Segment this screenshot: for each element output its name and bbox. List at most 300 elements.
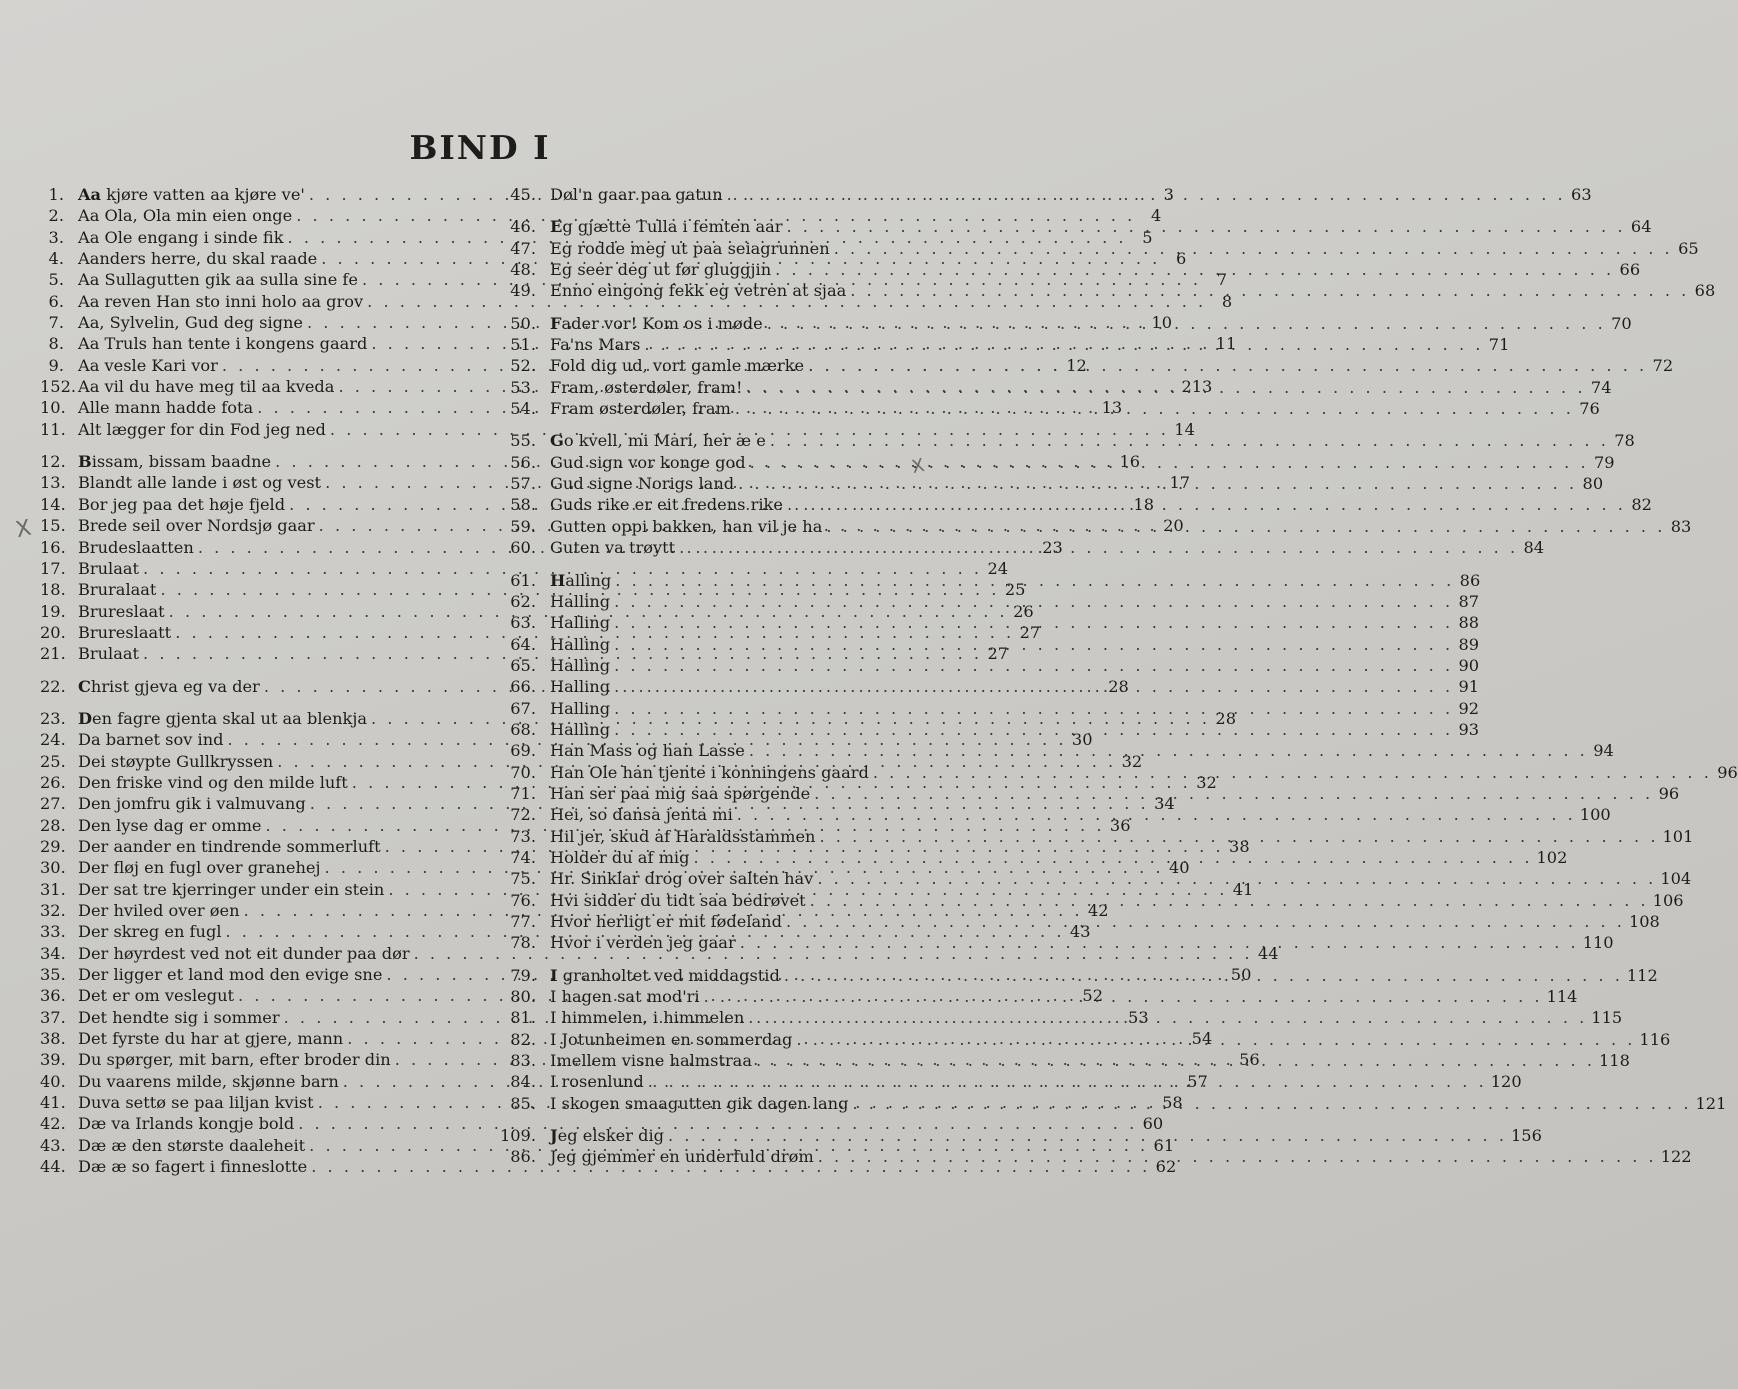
- entry-number: 20.: [40, 622, 66, 642]
- entry-page: 89: [1458, 634, 1480, 654]
- entry-title: [550, 634, 610, 655]
- entry-page: 65: [1678, 238, 1699, 258]
- entry-page: 25: [1004, 580, 1026, 600]
- entry-title: [78, 1007, 280, 1028]
- entry-title: [550, 612, 610, 633]
- entry-title: [550, 494, 783, 515]
- entry-number: 60.: [510, 538, 536, 558]
- entry-title-text: Halling: [550, 613, 611, 633]
- dot-leader: [614, 655, 1453, 676]
- entry-title-text: Hil jer, skud af Haraldsstammen: [550, 826, 816, 846]
- dot-leader: [796, 1029, 1635, 1050]
- entry-title: [550, 398, 731, 419]
- entry-title-text: Der skreg en fugl: [78, 922, 222, 942]
- dot-leader: [738, 473, 1577, 494]
- entry-page: 76: [1579, 399, 1600, 419]
- entry-title: [550, 826, 815, 847]
- entry-page: 121: [1695, 1093, 1727, 1113]
- entry-page: 64: [1630, 217, 1652, 237]
- entry-title-text: Alt lægger for din Fod jeg ned: [78, 419, 326, 439]
- entry-title-text: Aa reven Han sto inni holo aa grov: [78, 291, 364, 311]
- entry-title-text: Halling: [550, 677, 611, 697]
- entry-number: 79.: [510, 965, 536, 985]
- entry-title-text: Du vaarens milde, skjønne barn: [78, 1071, 339, 1091]
- entry-title: [550, 804, 733, 825]
- entry-title: [78, 601, 165, 622]
- entry-page: 58: [1162, 1093, 1183, 1113]
- entry-title: [550, 965, 780, 986]
- entry-page: 92: [1458, 698, 1480, 718]
- entry-page: 6: [1175, 249, 1187, 269]
- entry-number: 38.: [40, 1029, 66, 1049]
- entry-title-text: I skogen smaagutten gik dagen lang: [550, 1093, 849, 1113]
- dot-leader: [704, 986, 1543, 1007]
- entry-title-text: Fram, østerdøler, fram!: [550, 377, 743, 397]
- entry-title: [78, 643, 139, 664]
- entry-number: 80.: [510, 987, 536, 1007]
- entry-page: 82: [1631, 495, 1652, 515]
- entry-number: 67.: [510, 698, 536, 718]
- entry-number: 28.: [40, 815, 66, 835]
- toc-entry: [498, 216, 1652, 237]
- dot-leader: [873, 762, 1712, 783]
- entry-title: [78, 622, 171, 643]
- entry-title-text: Dæ va Irlands kongje bold: [78, 1114, 295, 1134]
- entry-number: 5.: [48, 270, 64, 290]
- entry-page: 115: [1591, 1008, 1623, 1028]
- entry-initial: G: [550, 431, 564, 451]
- dot-leader: [810, 890, 1649, 911]
- entry-number: 152.: [40, 377, 77, 397]
- entry-page: 4: [1150, 206, 1162, 226]
- entry-title-text: Fa'ns Mars: [550, 335, 641, 355]
- entry-title-text: Der fløj en fugl over granehej: [78, 858, 321, 878]
- entry-number: 32.: [40, 901, 66, 920]
- entry-title: [78, 921, 222, 942]
- entry-title: [550, 847, 689, 868]
- entry-title: [78, 515, 315, 536]
- entry-page: 41: [1232, 879, 1254, 899]
- entry-title-text: Aa vil du have meg til aa kveda: [78, 377, 335, 397]
- entry-number: 8.: [48, 334, 64, 354]
- entry-page: 36: [1109, 815, 1131, 835]
- entry-number: 26.: [40, 772, 66, 792]
- entry-number: 57.: [510, 474, 536, 494]
- entry-title: [550, 762, 869, 783]
- dot-leader: [826, 516, 1665, 537]
- entry-title-text: Han ser paa mig saa spørgende: [550, 783, 811, 803]
- entry-title: [550, 184, 723, 205]
- entry-number: 52.: [510, 356, 536, 376]
- entry-title-text: Alle mann hadde fota: [78, 398, 254, 418]
- entry-page: 96: [1717, 762, 1738, 782]
- entry-title-text: ader vor! Kom os i møde: [561, 313, 763, 333]
- entry-page: 79: [1593, 452, 1615, 472]
- entry-title: [78, 312, 303, 333]
- entry-title: [550, 868, 813, 889]
- entry-title-text: Han Ole han tjente i konningens gaard: [550, 762, 869, 782]
- entry-title-text: en fagre gjenta skal ut aa blenkja: [92, 708, 367, 728]
- entry-title: [78, 1113, 294, 1134]
- entry-number: 3.: [48, 227, 64, 247]
- entry-page: 5: [1142, 227, 1153, 247]
- dot-leader: [693, 847, 1532, 868]
- entry-number: 109.: [499, 1126, 536, 1146]
- entry-page: 20: [1163, 516, 1184, 536]
- entry-title: [550, 1050, 752, 1071]
- entry-title: [550, 676, 610, 697]
- entry-number: 70.: [510, 762, 536, 782]
- entry-number: 59.: [510, 516, 536, 536]
- entry-page: 100: [1579, 805, 1611, 825]
- entry-initial: D: [78, 708, 93, 728]
- entry-page: 42: [1087, 901, 1109, 920]
- dot-leader: [775, 259, 1614, 280]
- entry-page: 78: [1614, 431, 1635, 451]
- entry-page: 70: [1611, 313, 1632, 333]
- entry-number: 47.: [510, 238, 536, 258]
- entry-page: 68: [1694, 281, 1716, 301]
- entry-number: 85.: [510, 1093, 536, 1113]
- dot-leader: [679, 537, 1518, 558]
- entry-number: 35.: [40, 965, 66, 985]
- entry-page: 3: [1163, 185, 1174, 204]
- entry-number: 16.: [40, 537, 66, 557]
- entry-page: 43: [1069, 922, 1091, 942]
- entry-title: [550, 334, 640, 355]
- entry-page: 83: [1670, 516, 1692, 536]
- entry-number: 1.: [48, 185, 64, 204]
- pencil-x-mark: X: [909, 454, 927, 479]
- entry-page: 32: [1196, 772, 1217, 792]
- entry-title-text: Halling: [550, 719, 611, 739]
- entry-number: 33.: [40, 922, 66, 942]
- dot-leader: [614, 634, 1453, 655]
- entry-number: 69.: [510, 741, 536, 761]
- entry-page: 44: [1257, 943, 1279, 963]
- entry-number: 23.: [40, 708, 66, 728]
- entry-title-text: Gud signe Norigs land: [550, 474, 735, 494]
- entry-title-text: alling: [565, 570, 612, 590]
- entry-page: 94: [1593, 741, 1614, 761]
- entry-number: 25.: [40, 751, 66, 771]
- entry-title-text: Gutten oppi bakken, han vil je ha: [550, 516, 823, 536]
- entry-title-text: Guds rike er eit fredens rike: [550, 495, 783, 515]
- entry-title-text: Der sat tre kjerringer under ein stein: [78, 879, 385, 899]
- entry-page: 108: [1628, 912, 1660, 931]
- entry-title-text: I himmelen, i himmelen: [550, 1008, 745, 1028]
- entry-title-text: Brureslaat: [78, 601, 165, 621]
- entry-title-text: Duva settø se paa liljan kvist: [78, 1093, 314, 1113]
- entry-title-text: Imellem visne halmstraa: [550, 1051, 752, 1071]
- entry-title-text: Aa vesle Kari vor: [78, 355, 218, 375]
- entry-page: 90: [1458, 655, 1480, 675]
- entry-page: 23: [1042, 537, 1063, 557]
- toc-entry: [498, 238, 1699, 259]
- entry-title: [78, 772, 348, 793]
- entry-number: 21.: [40, 644, 66, 664]
- entry-title: [78, 397, 253, 418]
- dot-leader: [614, 676, 1453, 697]
- entry-number: 9.: [48, 355, 64, 375]
- entry-title-text: I Jotunheimen en sommerdag: [550, 1029, 793, 1049]
- entry-title-text: issam, bissam baadne: [91, 452, 272, 472]
- toc-entry: [40, 558, 1009, 579]
- entry-page: 12: [1066, 355, 1087, 375]
- entry-title: [550, 1125, 664, 1146]
- dot-leader: [767, 313, 1606, 334]
- entry-number: 7.: [48, 313, 64, 333]
- entry-page: 8: [1221, 291, 1233, 311]
- dot-leader: [808, 355, 1647, 376]
- dot-leader: [756, 1050, 1595, 1071]
- entry-title-text: Dei støypte Gullkryssen: [78, 751, 274, 771]
- entry-page: 66: [1619, 260, 1641, 280]
- entry-title: [78, 708, 367, 729]
- entry-number: 31.: [40, 879, 66, 899]
- entry-title: [550, 655, 610, 676]
- entry-title: [550, 452, 746, 473]
- entry-title-text: Det er om veslegut: [78, 986, 234, 1006]
- entry-title: [550, 1029, 792, 1050]
- entry-title: [550, 1071, 644, 1092]
- entry-number: 64.: [510, 634, 536, 654]
- toc-entry: [40, 1113, 1164, 1134]
- entry-title: [550, 1007, 744, 1028]
- entry-title-text: Aa Sullagutten gik aa sulla sine fe: [78, 270, 358, 290]
- entry-number: 2.: [48, 206, 64, 226]
- entry-number: 36.: [40, 986, 66, 1006]
- entry-title: [78, 964, 382, 985]
- dot-leader: [737, 804, 1576, 825]
- entry-number: 48.: [510, 260, 536, 280]
- entry-title: [550, 570, 611, 591]
- dot-leader: [818, 1146, 1657, 1167]
- entry-title: [78, 355, 218, 376]
- entry-title-text: Da barnet sov ind: [78, 730, 224, 750]
- entry-title-text: Brureslaatt: [78, 622, 172, 642]
- entry-number: 13.: [40, 473, 66, 493]
- entry-initial: I: [550, 965, 558, 985]
- entry-title-text: Den friske vind og den milde luft: [78, 772, 348, 792]
- dot-leader: [614, 591, 1453, 612]
- entry-number: 76.: [510, 890, 536, 910]
- entry-title: [78, 205, 292, 226]
- entry-title-text: Aa Ole engang i sinde fik: [78, 227, 284, 247]
- entry-title-text: granholtet ved middagstid: [557, 965, 780, 985]
- entry-title-text: Enno eingong fekk eg vetren at sjaa: [550, 281, 847, 301]
- entry-number: 58.: [510, 495, 536, 515]
- entry-title-text: Halling: [550, 655, 611, 675]
- entry-title-text: hrist gjeva eg va der: [90, 676, 260, 696]
- entry-title-text: o kvell, mi Mari, her æ e: [563, 431, 766, 451]
- dot-leader: [735, 398, 1574, 419]
- entry-title: [78, 184, 305, 205]
- entry-number: 71.: [510, 783, 536, 803]
- entry-page: 93: [1458, 719, 1480, 739]
- toc-entry: [498, 430, 1635, 451]
- dot-leader: [747, 377, 1586, 398]
- entry-page: 74: [1590, 377, 1612, 397]
- entry-page: 60: [1142, 1114, 1164, 1134]
- entry-title-text: Hvi sidder du tidt saa bedrøvet: [550, 890, 806, 910]
- entry-number: 56.: [510, 452, 536, 472]
- entry-title: [78, 879, 384, 900]
- entry-title-text: Hei, so dansa jenta mi: [550, 805, 733, 825]
- entry-page: 120: [1490, 1072, 1522, 1092]
- entry-title: [78, 333, 367, 354]
- entry-title-text: Der hviled over øen: [78, 901, 240, 920]
- entry-number: 46.: [510, 217, 536, 237]
- entry-title-text: I hagen sat mod'ri: [550, 987, 700, 1007]
- entry-page: 16: [1119, 452, 1141, 472]
- entry-page: 56: [1239, 1050, 1260, 1070]
- entry-title: [550, 537, 675, 558]
- entry-number: 17.: [40, 558, 66, 578]
- dot-leader: [748, 1007, 1587, 1028]
- entry-title: [550, 591, 610, 612]
- dot-leader: [615, 570, 1454, 591]
- entry-title: [78, 985, 234, 1006]
- entry-page: 34: [1154, 794, 1175, 814]
- entry-initial: Aa: [78, 185, 102, 204]
- entry-page: 114: [1546, 987, 1578, 1007]
- entry-number: 77.: [510, 912, 536, 931]
- entry-page: 86: [1459, 570, 1481, 590]
- entry-page: 24: [987, 558, 1009, 578]
- entry-title-text: Hvor i verden jeg gaar: [550, 933, 736, 953]
- entry-title: [78, 793, 306, 814]
- entry-number: 81.: [510, 1008, 536, 1028]
- entry-page: 53: [1128, 1007, 1149, 1027]
- entry-number: 82.: [510, 1029, 536, 1049]
- entry-title: [78, 676, 260, 697]
- entry-title-text: g gjætte Tulla i femten aar: [562, 217, 783, 237]
- entry-number: 27.: [40, 794, 66, 814]
- entry-title: [550, 932, 736, 953]
- entry-title: [78, 227, 284, 248]
- entry-title-text: Holder du af mig: [550, 847, 690, 867]
- dot-leader: [817, 868, 1656, 889]
- entry-title-text: eg elsker dig: [557, 1126, 664, 1146]
- entry-title-text: Halling: [550, 591, 611, 611]
- entry-initial: F: [550, 313, 562, 333]
- page-title: BIND I: [409, 128, 551, 167]
- entry-title-text: Hr. Sinklar drog over salten hav: [550, 869, 814, 889]
- entry-title: [78, 269, 358, 290]
- entry-page: 40: [1168, 858, 1190, 878]
- entry-number: 54.: [510, 399, 536, 419]
- dot-leader: [819, 826, 1658, 847]
- entry-page: 122: [1660, 1147, 1692, 1167]
- entry-number: 74.: [510, 847, 536, 867]
- entry-number: 37.: [40, 1007, 66, 1027]
- entry-title: [550, 1093, 848, 1114]
- entry-number: 55.: [510, 431, 536, 451]
- entry-page: 13: [1101, 398, 1123, 418]
- entry-number: 15.: [40, 516, 66, 536]
- entry-number: 6.: [48, 291, 64, 311]
- entry-page: 14: [1174, 419, 1195, 439]
- entry-title-text: Jeg gjemmer en underfuld drøm: [550, 1147, 814, 1167]
- entry-title: [78, 1156, 307, 1177]
- entry-title: [78, 1092, 314, 1113]
- entry-title: [78, 836, 381, 857]
- toc-entry: [498, 259, 1641, 280]
- entry-title: [550, 259, 771, 280]
- toc-entry: [40, 205, 1162, 226]
- entry-title: [78, 815, 262, 836]
- entry-number: 43.: [40, 1135, 66, 1155]
- entry-page: 32: [1121, 751, 1143, 771]
- entry-title-text: Han Mass og han Lasse: [550, 741, 745, 761]
- dot-leader: [750, 452, 1589, 473]
- dot-leader: [727, 184, 1566, 205]
- entry-title: [550, 719, 610, 740]
- entry-number: 72.: [510, 805, 536, 825]
- entry-title-text: Brede seil over Nordsjø gaar: [78, 516, 315, 536]
- entry-number: 49.: [510, 281, 536, 301]
- entry-title-text: Eg seer deg ut før gluggjin: [550, 260, 772, 280]
- entry-number: 42.: [40, 1114, 66, 1134]
- entry-number: 66.: [510, 677, 536, 697]
- dot-leader: [786, 911, 1625, 932]
- entry-page: 63: [1571, 185, 1592, 204]
- entry-title-text: kjøre vatten aa kjøre ve': [101, 185, 305, 204]
- entry-title: [78, 751, 273, 772]
- entry-page: 54: [1191, 1029, 1213, 1049]
- entry-page: 118: [1599, 1051, 1630, 1071]
- entry-number: 68.: [510, 719, 536, 739]
- dot-leader: [740, 932, 1579, 953]
- entry-page: 18: [1133, 494, 1155, 514]
- dot-leader: [814, 783, 1653, 804]
- entry-number: 10.: [40, 398, 66, 418]
- entry-title-text: Halling: [550, 634, 611, 654]
- entry-title-text: Bruralaat: [78, 580, 157, 600]
- entry-title-text: Der aander en tindrende sommerluft: [78, 836, 381, 856]
- entry-title-text: Blandt alle lande i øst og vest: [78, 473, 322, 493]
- entry-title: [78, 537, 194, 558]
- dot-leader: [749, 740, 1588, 761]
- entry-page: 7: [1216, 270, 1227, 290]
- entry-title: [78, 1049, 391, 1070]
- entry-title: [78, 248, 317, 269]
- entry-title-text: Bor jeg paa det høje fjeld: [78, 494, 286, 514]
- entry-title: [78, 291, 363, 312]
- entry-initial: C: [78, 676, 91, 696]
- dot-leader: [648, 1071, 1487, 1092]
- entry-title-text: Døl'n gaar paa gatun: [550, 185, 723, 204]
- entry-number: 19.: [40, 601, 66, 621]
- entry-title: [550, 890, 806, 911]
- entry-page: 104: [1660, 869, 1692, 889]
- toc-entry: [498, 280, 1716, 301]
- entry-group: [498, 216, 1716, 301]
- entry-number: 83.: [510, 1051, 536, 1071]
- entry-title: [78, 1028, 343, 1049]
- dot-leader: [770, 430, 1609, 451]
- entry-number: 53.: [510, 377, 536, 397]
- entry-page: 91: [1458, 677, 1480, 697]
- entry-title: [78, 472, 321, 493]
- entry-page: 71: [1488, 335, 1510, 355]
- entry-title: [78, 857, 321, 878]
- entry-title: [550, 698, 610, 719]
- entry-page: 26: [1013, 601, 1034, 621]
- entry-page: 11: [1215, 334, 1237, 354]
- entry-title: [550, 516, 822, 537]
